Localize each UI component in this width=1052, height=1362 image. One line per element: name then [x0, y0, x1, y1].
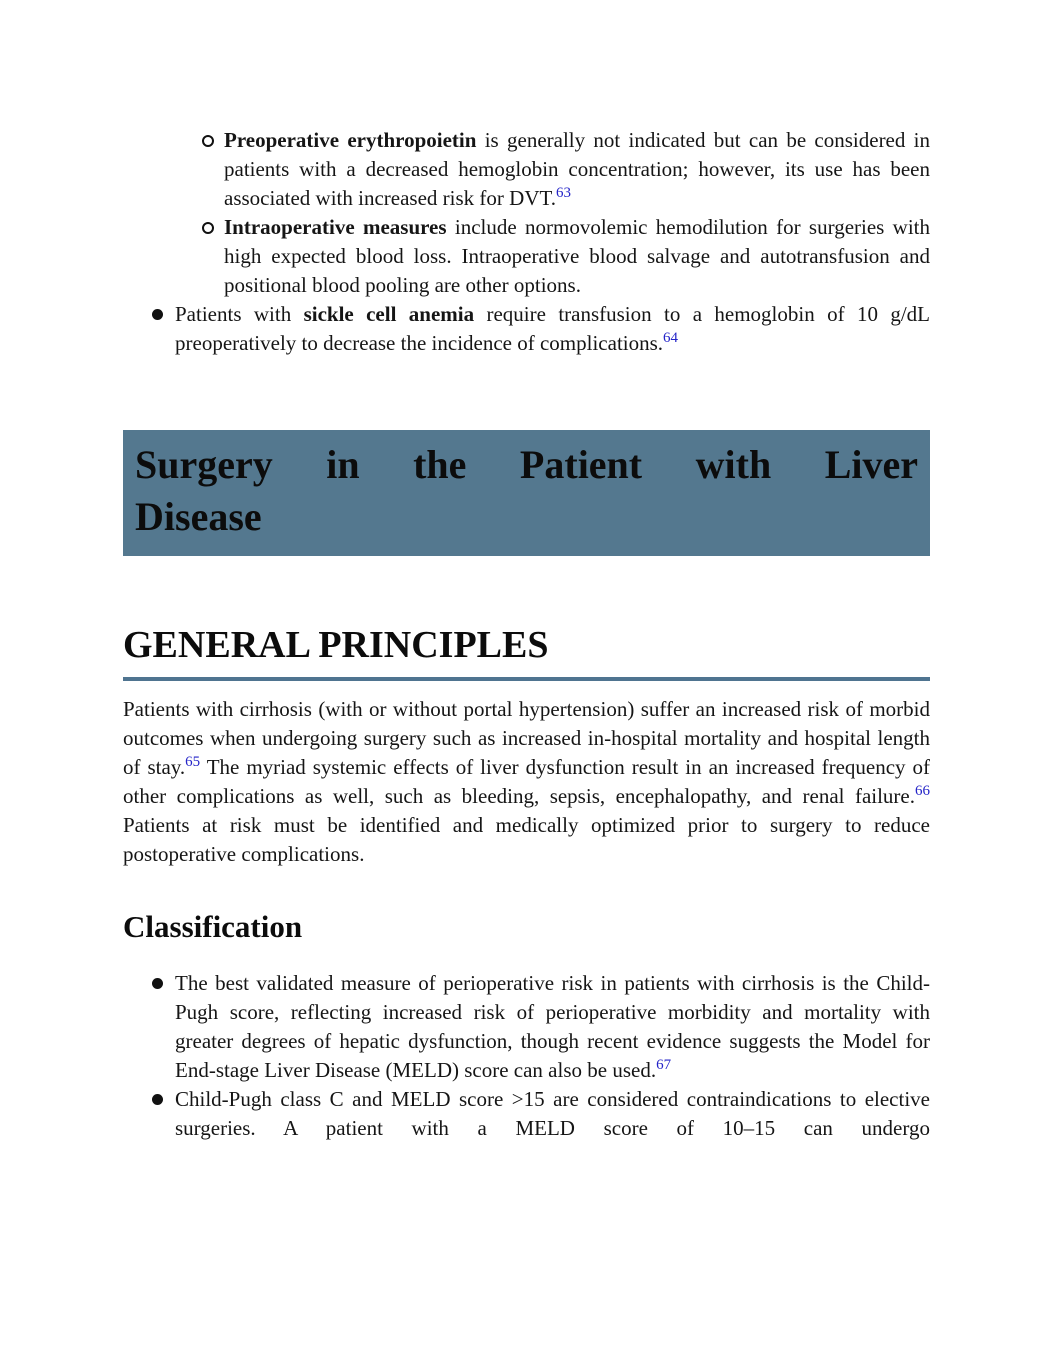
- classification-bullet-list: [123, 969, 930, 1143]
- section-banner-title-line2: Disease: [135, 494, 262, 539]
- section-banner-title-line1: Surgery in the Patient with Liver: [135, 442, 918, 487]
- item-text: Child-Pugh class C and MELD score >15 are considered contraindications to elective surgeries. A patient with a MELD score of 10–15 can undergo: [175, 1087, 930, 1140]
- reference-link[interactable]: 63: [556, 184, 572, 201]
- item-text: The best validated measure of perioperative risk in patients with cirrhosis is the Child-Pugh score, reflecting increased risk of perioperative morbidity and mortality with greater degrees of hepatic dysfunction, though recent evidence suggests the Model for End-stage Liver Disease (MELD) score can also be used.: [175, 971, 930, 1082]
- list-item: [123, 126, 930, 213]
- item-text: Patients with: [175, 302, 304, 326]
- disc-bullet-icon: [152, 309, 163, 320]
- bold-phrase: sickle cell anemia: [303, 302, 475, 326]
- disc-bullet-icon: [152, 978, 163, 989]
- list-item: [123, 1085, 930, 1143]
- intro-bullet-list: [123, 126, 930, 358]
- general-principles-heading: GENERAL PRINCIPLES: [123, 624, 549, 666]
- list-item: [123, 300, 930, 358]
- bold-lead: Intraoperative measures: [224, 215, 447, 239]
- item-text: require transfusion to a hemoglobin of 10 g/dL preoperatively to decrease the incidence of complications.: [175, 302, 930, 355]
- general-principles-paragraph: [123, 695, 930, 869]
- bold-lead: Preoperative erythropoietin: [224, 128, 477, 152]
- classification-heading: Classification: [123, 909, 303, 944]
- open-circle-bullet-icon: [202, 222, 214, 234]
- list-item: [123, 969, 930, 1085]
- section-banner: [123, 430, 930, 556]
- open-circle-bullet-icon: [202, 135, 214, 147]
- reference-link[interactable]: 65: [185, 753, 201, 770]
- heading-rule: [123, 677, 930, 681]
- item-text: include normovolemic hemodilution for surgeries with high expected blood loss. Intraoperative blood salvage and autotransfusion and positional blood pooling are other options.: [224, 215, 930, 297]
- document-page: [123, 0, 930, 1143]
- reference-link[interactable]: 66: [915, 782, 930, 799]
- reference-link[interactable]: 64: [663, 329, 679, 346]
- paragraph-text: The myriad systemic effects of liver dysfunction result in an increased frequency of other complications as well, such as bleeding, sepsis, encephalopathy, and renal failure.: [123, 755, 930, 808]
- disc-bullet-icon: [152, 1094, 163, 1105]
- item-text: is generally not indicated but can be considered in patients with a decreased hemoglobin concentration; however, its use has been associated with increased risk for DVT.: [224, 128, 930, 210]
- paragraph-text: Patients with cirrhosis (with or without portal hypertension) suffer an increased risk of morbid outcomes when undergoing surgery such as increased in-hospital mortality and hospital length of stay.: [123, 697, 930, 779]
- list-item: [123, 213, 930, 300]
- paragraph-text: Patients at risk must be identified and medically optimized prior to surgery to reduce postoperative complications.: [123, 813, 930, 866]
- reference-link[interactable]: 67: [656, 1056, 672, 1073]
